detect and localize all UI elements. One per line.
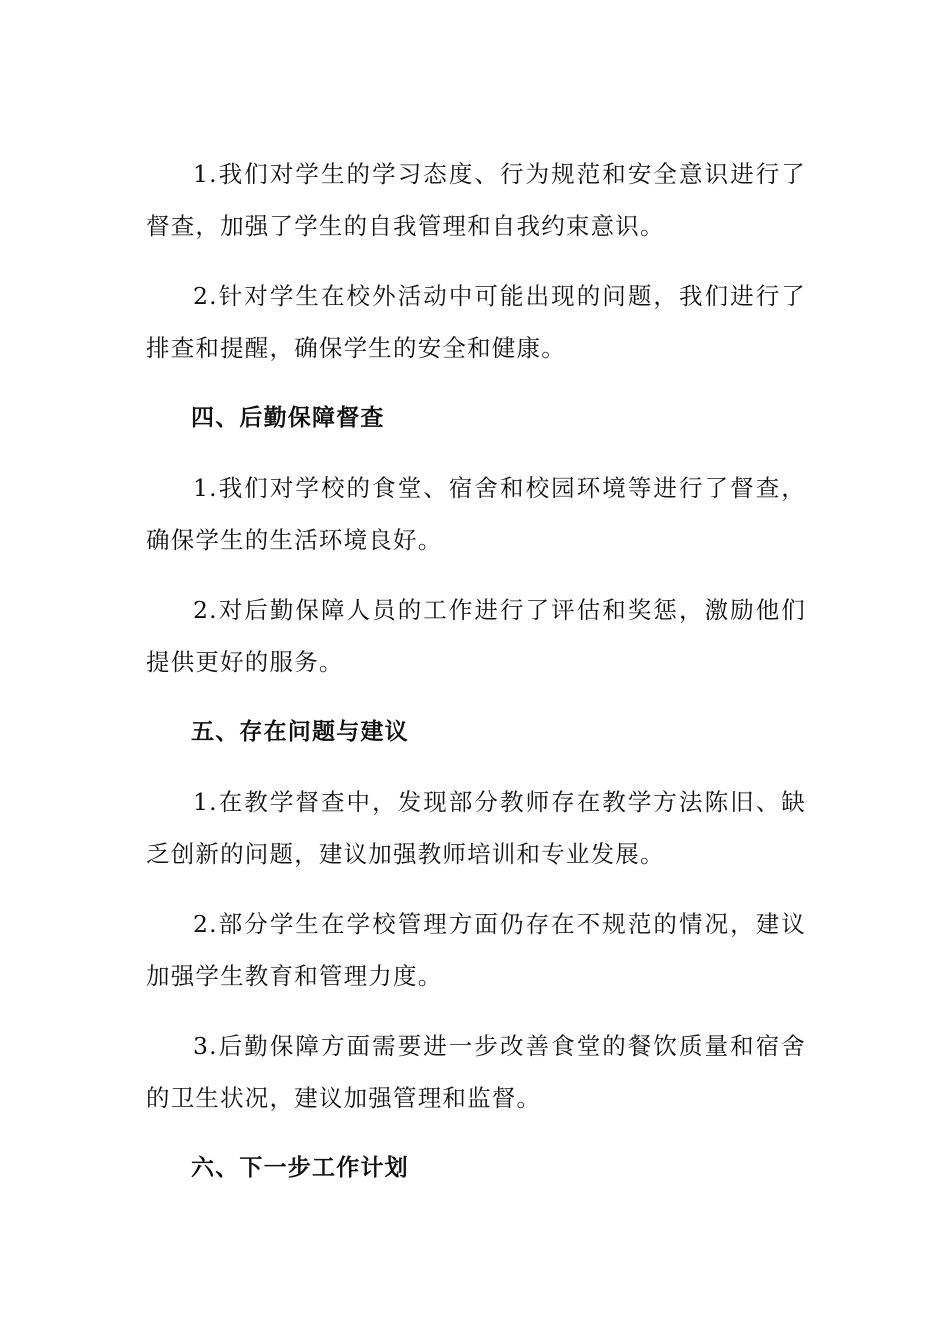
section-heading-problems: 五、存在问题与建议	[191, 719, 409, 745]
section-heading-logistics: 四、后勤保障督查	[191, 405, 385, 431]
paragraph-logistics-staff: 2.对后勤保障人员的工作进行了评估和奖惩，激励他们提供更好的服务。	[146, 596, 806, 676]
paragraph-student-management: 2.部分学生在学校管理方面仍存在不规范的情况，建议加强学生教育和管理力度。	[146, 910, 806, 990]
paragraph-logistics-improvement: 3.后勤保障方面需要进一步改善食堂的餐饮质量和宿舍的卫生状况，建议加强管理和监督。	[146, 1032, 806, 1112]
paragraph-teaching-issues: 1.在教学督查中，发现部分教师存在教学方法陈旧、缺乏创新的问题，建议加强教师培训和专业发展。	[146, 788, 806, 868]
section-heading-next-plan: 六、下一步工作计划	[191, 1155, 409, 1181]
paragraph-student-attitude: 1.我们对学生的学习态度、行为规范和安全意识进行了督查，加强了学生的自我管理和自我约束意识。	[146, 160, 806, 240]
paragraph-canteen-dorm: 1.我们对学校的食堂、宿舍和校园环境等进行了督查，确保学生的生活环境良好。	[146, 474, 806, 554]
paragraph-outdoor-activities: 2.针对学生在校外活动中可能出现的问题，我们进行了排查和提醒，确保学生的安全和健康。	[146, 282, 806, 362]
document-body	[146, 148, 806, 1212]
